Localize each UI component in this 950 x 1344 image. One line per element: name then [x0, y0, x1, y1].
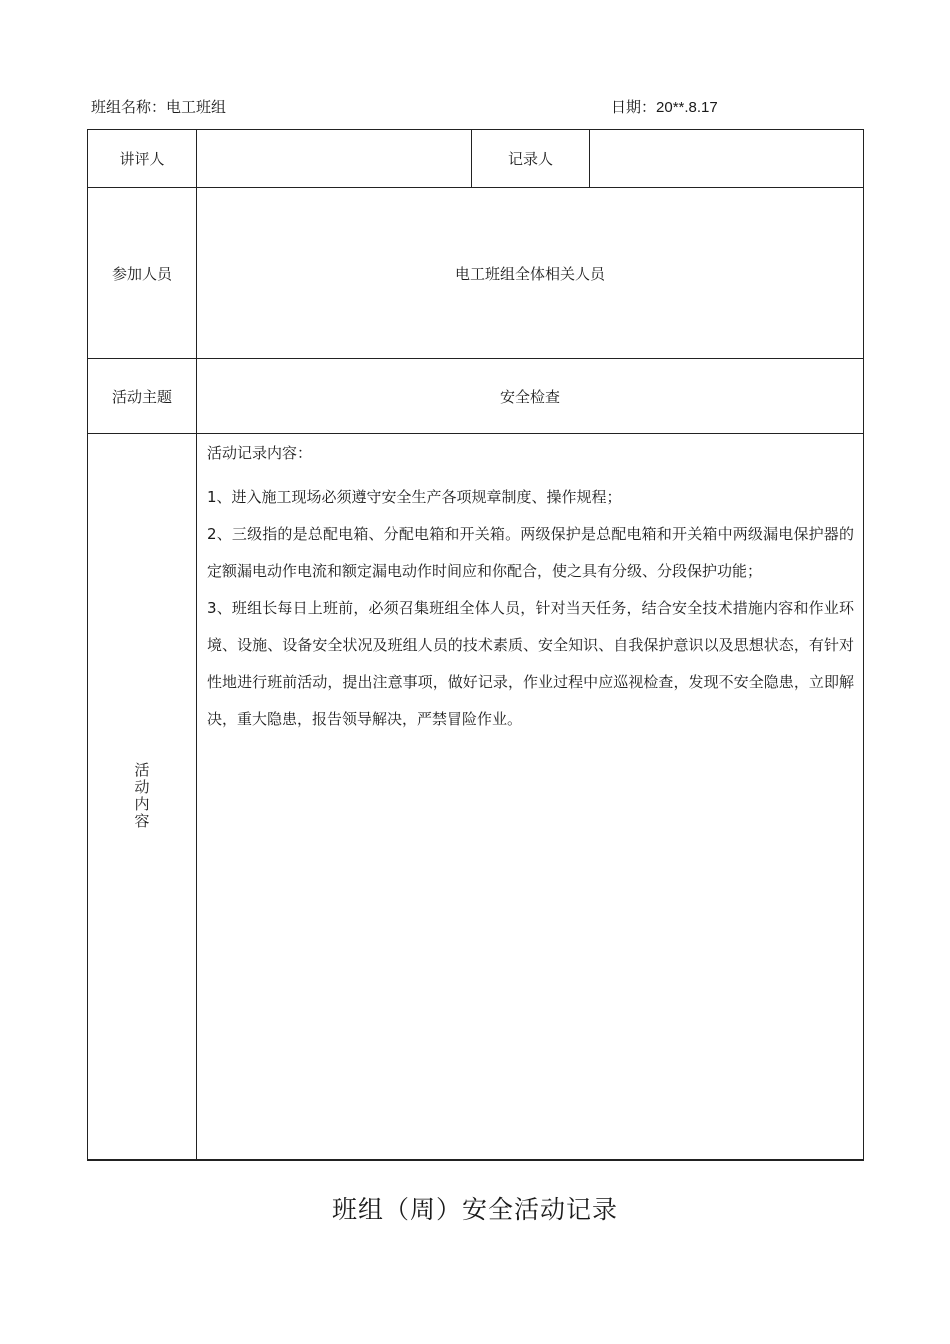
topic-row [88, 359, 864, 434]
content-row [88, 434, 864, 1160]
team-name-header [91, 96, 226, 118]
team-name-value: 电工班组 [166, 98, 227, 116]
recorder-label: 记录人 [472, 130, 590, 188]
recorder-field[interactable] [590, 130, 864, 188]
participants-value: 电工班组全体相关人员 [197, 188, 864, 359]
commenter-label: 讲评人 [88, 130, 197, 188]
content-label-cell [88, 434, 197, 1160]
date-value: 20**.8.17 [656, 99, 718, 116]
commenter-row [88, 130, 864, 188]
commenter-field[interactable] [197, 130, 472, 188]
content-item: 2、三级指的是总配电箱、分配电箱和开关箱。两级保护是总配电箱和开关箱中两级漏电保护器的定额漏电动作电流和额定漏电动作时间应和你配合，使之具有分级、分段保护功能； [207, 525, 854, 580]
content-item: 1、进入施工现场必须遵守安全生产各项规章制度、操作规程； [207, 488, 622, 506]
content-heading: 活动记录内容： [207, 444, 313, 462]
content-label: 活动内容 [134, 761, 150, 831]
content-body [197, 434, 864, 1160]
team-name-label: 班组名称： [91, 98, 167, 116]
participants-label: 参加人员 [88, 188, 197, 359]
participants-row [88, 188, 864, 359]
date-header [611, 96, 718, 119]
document-title: 班组（周）安全活动记录 [331, 1195, 618, 1224]
date-label: 日期： [611, 98, 657, 116]
activity-record-table [87, 129, 864, 1161]
topic-label: 活动主题 [88, 359, 197, 434]
topic-value: 安全检查 [197, 359, 864, 434]
content-item: 3、班组长每日上班前，必须召集班组全体人员，针对当天任务，结合安全技术措施内容和作业环境、设施、设备安全状况及班组人员的技术素质、安全知识、自我保护意识以及思想状态，有针对性地进行班前活动，提出注意事项，做好记录，作业过程中应巡视检查，发现不安全隐患，立即解决，重大隐患，报告领导解决，严禁冒险作业。 [207, 599, 854, 728]
